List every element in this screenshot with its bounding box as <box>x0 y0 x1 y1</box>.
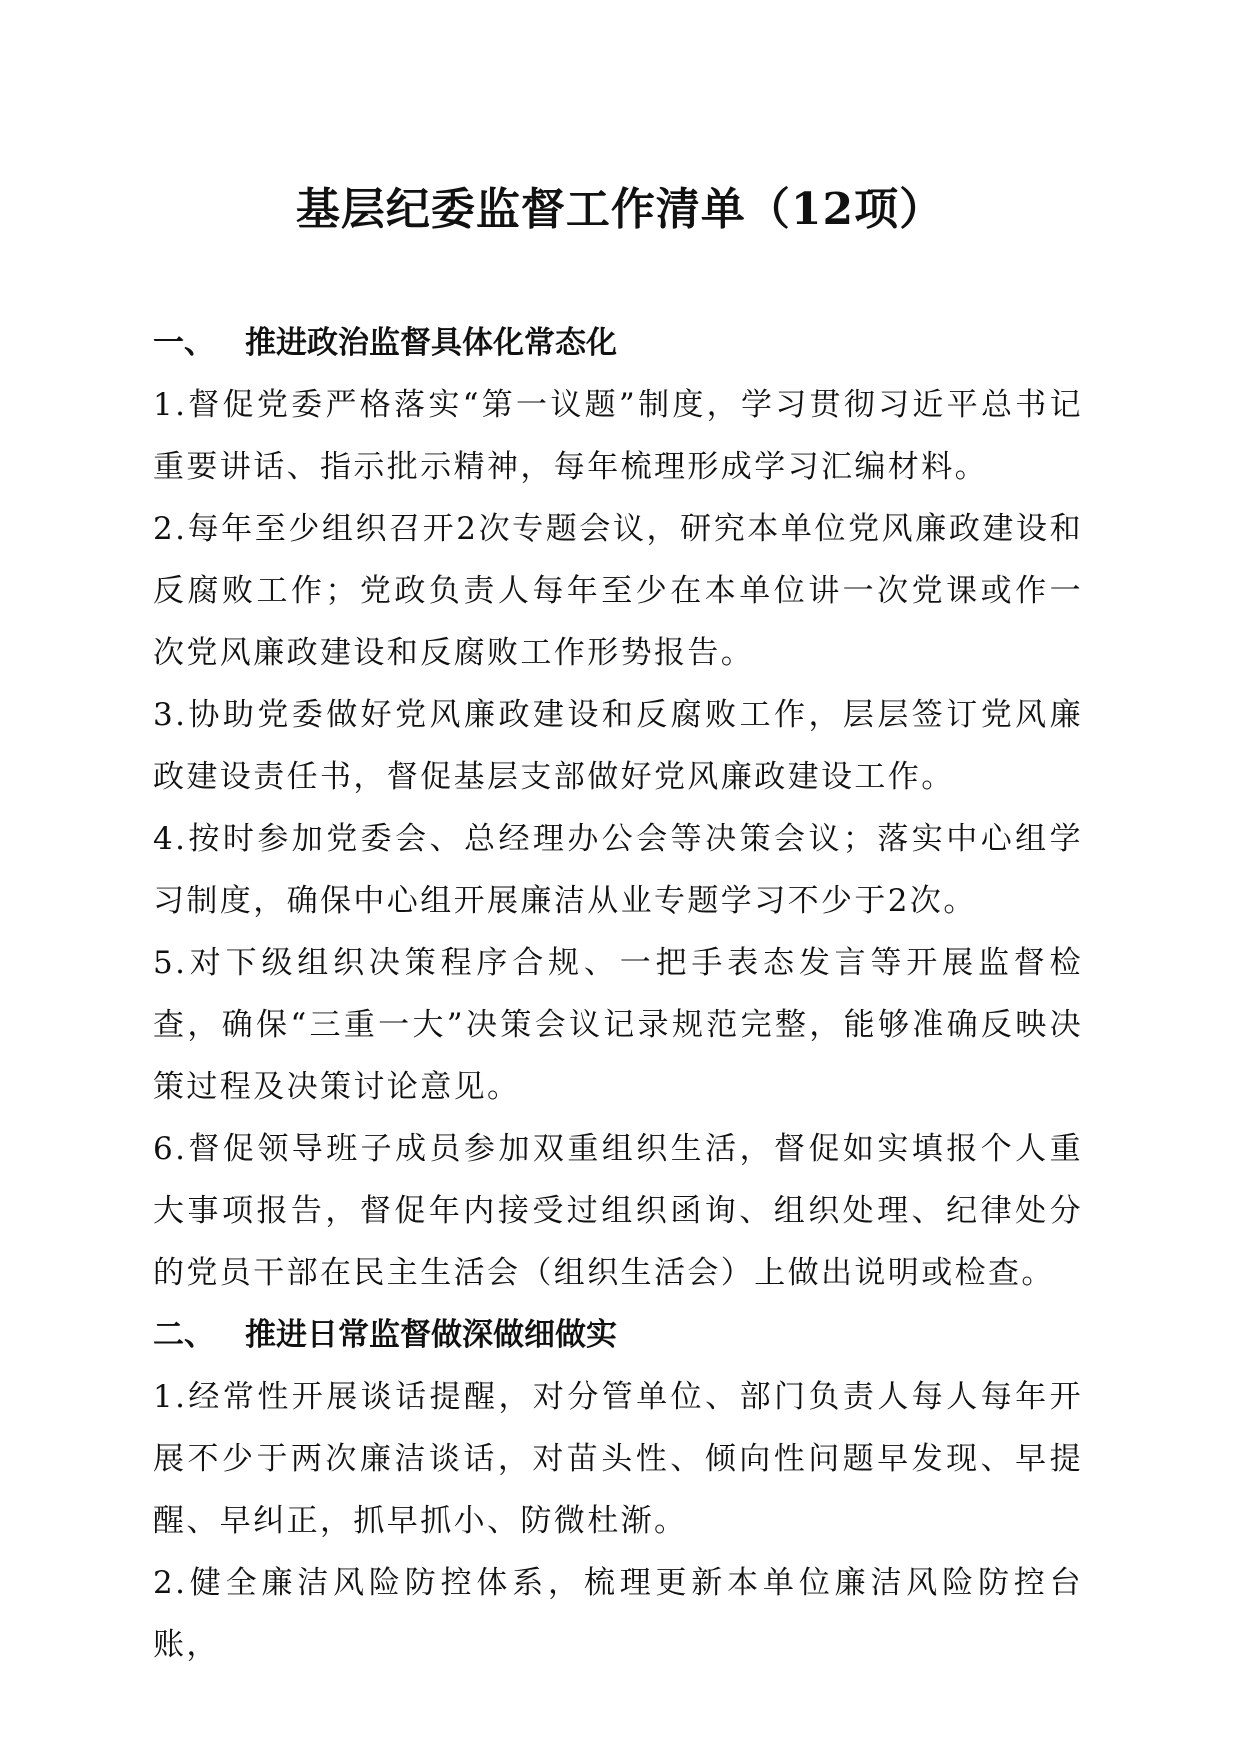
document-title: 基层纪委监督工作清单（12项） <box>295 184 945 235</box>
list-item: 3.协助党委做好党风廉政建设和反腐败工作，层层签订党风廉政建设责任书，督促基层支部做好党风廉政建设工作。 <box>153 697 1083 795</box>
section-number: 二、 <box>153 1317 215 1353</box>
section-title: 推进日常监督做深做细做实 <box>245 1317 617 1353</box>
list-item: 2.每年至少组织召开2次专题会议，研究本单位党风廉政建设和反腐败工作；党政负责人每年至少在本单位讲一次党课或作一次党风廉政建设和反腐败工作形势报告。 <box>153 511 1083 671</box>
section-heading-2 <box>153 1304 1083 1366</box>
section-number: 一、 <box>153 325 215 361</box>
list-item: 4.按时参加党委会、总经理办公会等决策会议；落实中心组学习制度，确保中心组开展廉洁从业专题学习不少于2次。 <box>153 821 1083 919</box>
list-item: 6.督促领导班子成员参加双重组织生活，督促如实填报个人重大事项报告，督促年内接受过组织函询、组织处理、纪律处分的党员干部在民主生活会（组织生活会）上做出说明或检查。 <box>153 1131 1083 1291</box>
list-item: 5.对下级组织决策程序合规、一把手表态发言等开展监督检查，确保“三重一大”决策会议记录规范完整，能够准确反映决策过程及决策讨论意见。 <box>153 945 1083 1105</box>
section-heading-1 <box>153 312 1083 374</box>
document-body <box>153 312 1083 1676</box>
section-title: 推进政治监督具体化常态化 <box>245 325 617 361</box>
list-item: 1.督促党委严格落实“第一议题”制度，学习贯彻习近平总书记重要讲话、指示批示精神，每年梳理形成学习汇编材料。 <box>153 387 1083 485</box>
list-item: 2.健全廉洁风险防控体系，梳理更新本单位廉洁风险防控台账， <box>153 1565 1083 1663</box>
list-item: 1.经常性开展谈话提醒，对分管单位、部门负责人每人每年开展不少于两次廉洁谈话，对苗头性、倾向性问题早发现、早提醒、早纠正，抓早抓小、防微杜渐。 <box>153 1379 1083 1539</box>
